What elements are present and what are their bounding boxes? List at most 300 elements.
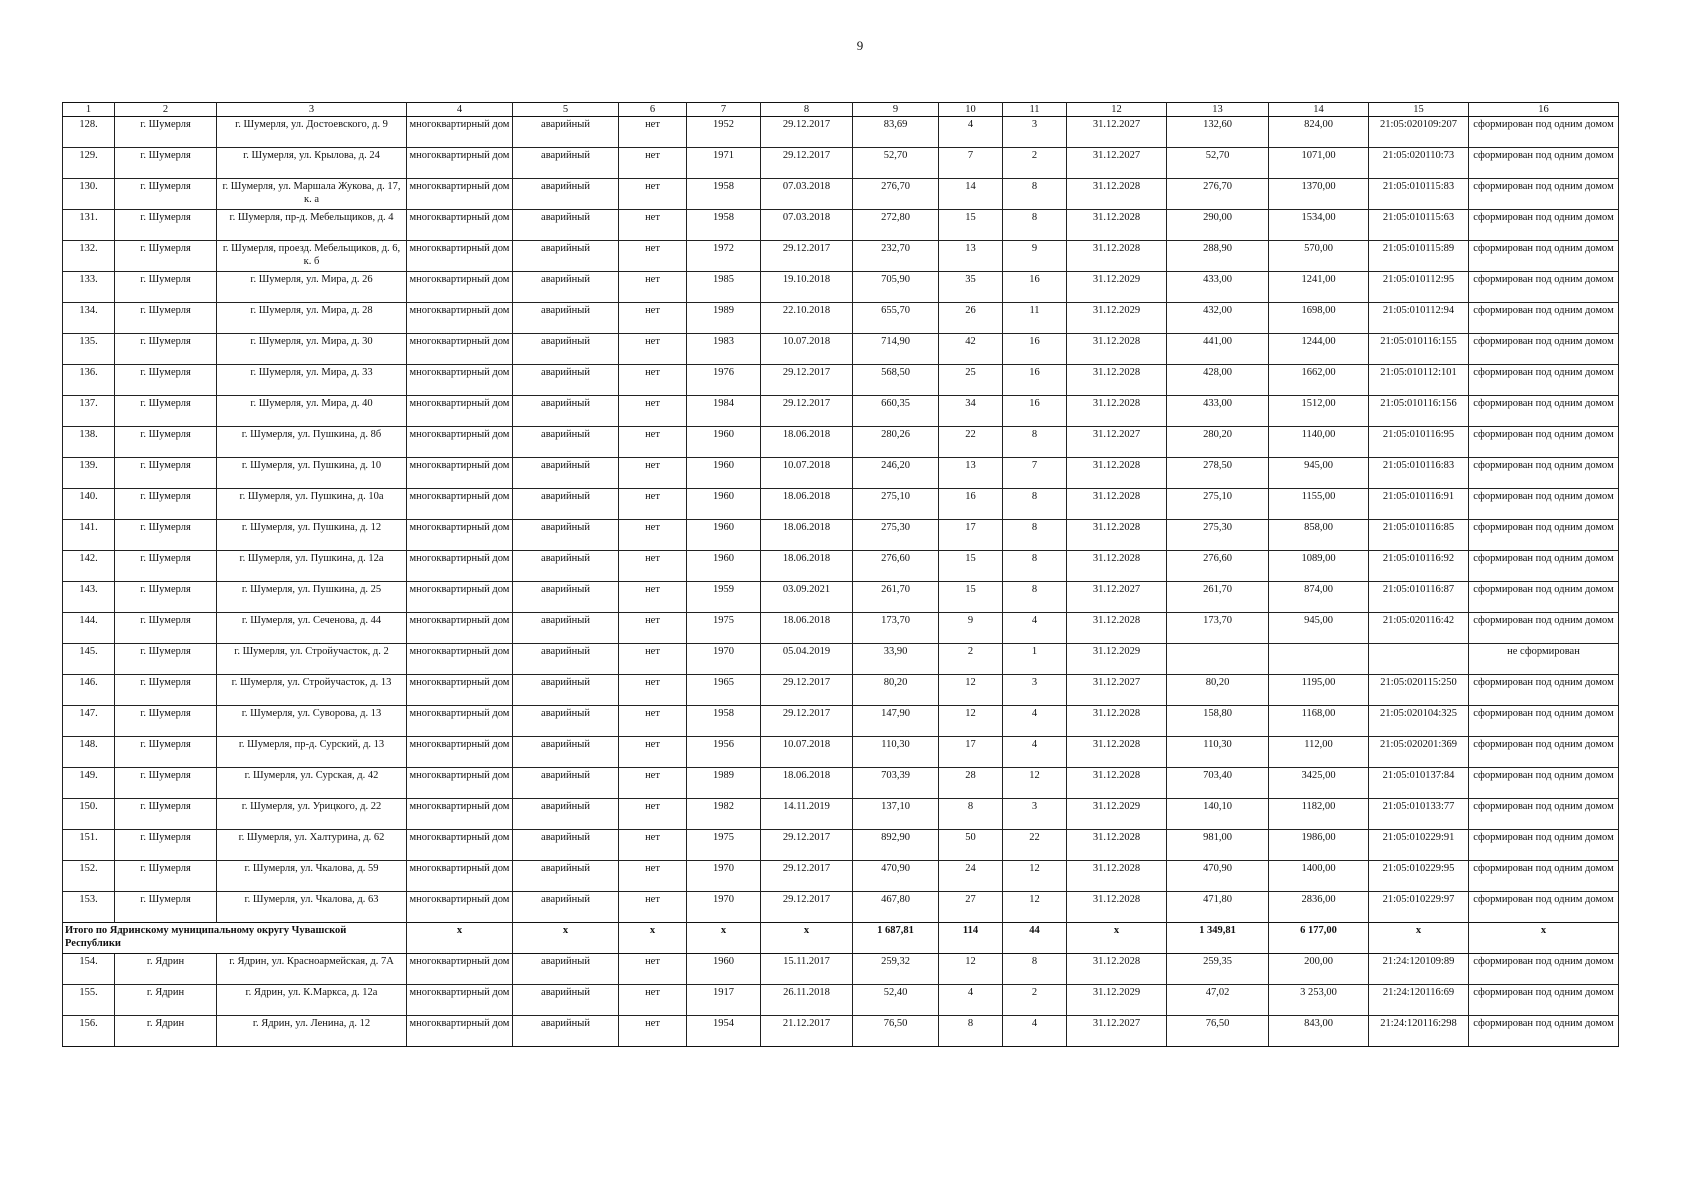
table-cell: 140.: [63, 489, 115, 520]
table-cell: 21:05:010116:87: [1369, 582, 1469, 613]
table-cell: 31.12.2029: [1067, 644, 1167, 675]
table-cell: 470,90: [1167, 861, 1269, 892]
column-header: 1: [63, 103, 115, 117]
table-cell: 29.12.2017: [761, 706, 853, 737]
total-cell: x: [761, 923, 853, 954]
table-cell: 1958: [687, 210, 761, 241]
table-cell: 31.12.2027: [1067, 427, 1167, 458]
table-cell: многоквартирный дом: [407, 334, 513, 365]
table-cell: г. Шумерля, ул. Чкалова, д. 63: [217, 892, 407, 923]
table-cell: сформирован под одним домом: [1469, 520, 1619, 551]
table-cell: 705,90: [853, 272, 939, 303]
table-cell: 31.12.2028: [1067, 520, 1167, 551]
table-cell: 21:05:010116:92: [1369, 551, 1469, 582]
table-cell: 280,26: [853, 427, 939, 458]
table-cell: 1954: [687, 1016, 761, 1047]
table-row: [63, 427, 1619, 458]
table-cell: 1960: [687, 458, 761, 489]
table-cell: нет: [619, 675, 687, 706]
table-cell: 3: [1003, 675, 1067, 706]
total-label: Итого по Ядринскому муниципальному округу Чувашской Республики: [63, 923, 407, 954]
table-cell: нет: [619, 179, 687, 210]
table-cell: 246,20: [853, 458, 939, 489]
table-cell: г. Шумерля: [115, 365, 217, 396]
table-cell: 17: [939, 520, 1003, 551]
column-header: 8: [761, 103, 853, 117]
table-cell: 8: [1003, 954, 1067, 985]
table-cell: многоквартирный дом: [407, 799, 513, 830]
table-cell: 8: [1003, 582, 1067, 613]
table-cell: г. Шумерля: [115, 210, 217, 241]
table-cell: 21:24:120116:298: [1369, 1016, 1469, 1047]
table-row: [63, 241, 1619, 272]
table-cell: 143.: [63, 582, 115, 613]
table-cell: нет: [619, 861, 687, 892]
table-cell: сформирован под одним домом: [1469, 241, 1619, 272]
table-cell: 2: [939, 644, 1003, 675]
table-cell: 22: [939, 427, 1003, 458]
table-cell: 80,20: [1167, 675, 1269, 706]
table-cell: г. Шумерля, ул. Мира, д. 28: [217, 303, 407, 334]
table-cell: г. Ядрин, ул. Красноармейская, д. 7А: [217, 954, 407, 985]
column-header: 2: [115, 103, 217, 117]
table-cell: 15: [939, 582, 1003, 613]
table-cell: г. Ядрин: [115, 985, 217, 1016]
table-cell: 10.07.2018: [761, 737, 853, 768]
table-cell: 147.: [63, 706, 115, 737]
table-cell: многоквартирный дом: [407, 210, 513, 241]
table-cell: 14.11.2019: [761, 799, 853, 830]
table-cell: 1975: [687, 830, 761, 861]
table-cell: 18.06.2018: [761, 768, 853, 799]
table-cell: г. Шумерля: [115, 768, 217, 799]
table-cell: 1959: [687, 582, 761, 613]
table-cell: 10.07.2018: [761, 334, 853, 365]
table-cell: аварийный: [513, 582, 619, 613]
table-cell: многоквартирный дом: [407, 861, 513, 892]
table-cell: 21:05:010133:77: [1369, 799, 1469, 830]
table-row: [63, 179, 1619, 210]
table-cell: 981,00: [1167, 830, 1269, 861]
table-cell: 432,00: [1167, 303, 1269, 334]
table-cell: 18.06.2018: [761, 613, 853, 644]
table-cell: 29.12.2017: [761, 365, 853, 396]
table-cell: 261,70: [1167, 582, 1269, 613]
table-cell: г. Шумерля: [115, 520, 217, 551]
table-cell: аварийный: [513, 179, 619, 210]
table-cell: г. Шумерля: [115, 458, 217, 489]
table-cell: 232,70: [853, 241, 939, 272]
table-cell: 1958: [687, 706, 761, 737]
table-cell: г. Шумерля: [115, 675, 217, 706]
table-cell: сформирован под одним домом: [1469, 892, 1619, 923]
total-cell: 1 687,81: [853, 923, 939, 954]
table-cell: 138.: [63, 427, 115, 458]
table-cell: 31.12.2029: [1067, 272, 1167, 303]
column-header: 11: [1003, 103, 1067, 117]
table-cell: 1952: [687, 117, 761, 148]
table-cell: 1917: [687, 985, 761, 1016]
table-cell: г. Шумерля, ул. Урицкого, д. 22: [217, 799, 407, 830]
table-cell: сформирован под одним домом: [1469, 985, 1619, 1016]
table-cell: многоквартирный дом: [407, 830, 513, 861]
table-cell: 8: [1003, 210, 1067, 241]
table-cell: г. Шумерля, ул. Достоевского, д. 9: [217, 117, 407, 148]
table-cell: г. Шумерля: [115, 830, 217, 861]
table-cell: сформирован под одним домом: [1469, 1016, 1619, 1047]
table-row: [63, 799, 1619, 830]
table-cell: 1956: [687, 737, 761, 768]
table-cell: нет: [619, 396, 687, 427]
table-cell: сформирован под одним домом: [1469, 365, 1619, 396]
table-cell: аварийный: [513, 334, 619, 365]
table-cell: сформирован под одним домом: [1469, 551, 1619, 582]
table-cell: 1071,00: [1269, 148, 1369, 179]
table-cell: 278,50: [1167, 458, 1269, 489]
table-cell: аварийный: [513, 551, 619, 582]
table-cell: 1970: [687, 861, 761, 892]
table-cell: 1985: [687, 272, 761, 303]
table-cell: 8: [1003, 551, 1067, 582]
table-row: [63, 551, 1619, 582]
table-cell: 151.: [63, 830, 115, 861]
table-cell: аварийный: [513, 861, 619, 892]
table-cell: нет: [619, 737, 687, 768]
table-cell: многоквартирный дом: [407, 396, 513, 427]
table-cell: 8: [939, 799, 1003, 830]
table-cell: 21:05:010115:83: [1369, 179, 1469, 210]
table-cell: сформирован под одним домом: [1469, 861, 1619, 892]
table-cell: 1370,00: [1269, 179, 1369, 210]
table-cell: нет: [619, 954, 687, 985]
table-cell: 31.12.2027: [1067, 675, 1167, 706]
table-cell: аварийный: [513, 644, 619, 675]
table-cell: 26.11.2018: [761, 985, 853, 1016]
table-cell: многоквартирный дом: [407, 551, 513, 582]
table-cell: 21:05:010115:63: [1369, 210, 1469, 241]
table-cell: 21:05:010229:95: [1369, 861, 1469, 892]
table-cell: сформирован под одним домом: [1469, 272, 1619, 303]
table-cell: 21:24:120109:89: [1369, 954, 1469, 985]
table-cell: 31.12.2028: [1067, 954, 1167, 985]
column-header: 4: [407, 103, 513, 117]
table-cell: 173,70: [853, 613, 939, 644]
table-cell: г. Шумерля: [115, 551, 217, 582]
table-row: [63, 706, 1619, 737]
total-cell: x: [407, 923, 513, 954]
table-cell: 1400,00: [1269, 861, 1369, 892]
table-cell: г. Шумерля: [115, 427, 217, 458]
table-row: [63, 303, 1619, 334]
table-cell: 21.12.2017: [761, 1016, 853, 1047]
table-cell: 136.: [63, 365, 115, 396]
table-cell: г. Шумерля, проезд. Мебельщиков, д. 6, к. б: [217, 241, 407, 272]
table-cell: 155.: [63, 985, 115, 1016]
table-cell: 21:05:010116:95: [1369, 427, 1469, 458]
table-cell: 471,80: [1167, 892, 1269, 923]
table-cell: нет: [619, 892, 687, 923]
table-row: [63, 675, 1619, 706]
table-cell: г. Шумерля: [115, 582, 217, 613]
table-cell: многоквартирный дом: [407, 706, 513, 737]
table-cell: 29.12.2017: [761, 892, 853, 923]
table-cell: 21:05:010137:84: [1369, 768, 1469, 799]
table-cell: 4: [1003, 706, 1067, 737]
total-cell: x: [513, 923, 619, 954]
table-cell: 03.09.2021: [761, 582, 853, 613]
table-cell: многоквартирный дом: [407, 1016, 513, 1047]
table-cell: 433,00: [1167, 272, 1269, 303]
table-row: [63, 334, 1619, 365]
table-cell: нет: [619, 768, 687, 799]
table-cell: 31.12.2028: [1067, 365, 1167, 396]
table-cell: аварийный: [513, 737, 619, 768]
table-cell: аварийный: [513, 117, 619, 148]
table-row: [63, 830, 1619, 861]
table-cell: многоквартирный дом: [407, 303, 513, 334]
table-cell: 1182,00: [1269, 799, 1369, 830]
table-cell: многоквартирный дом: [407, 985, 513, 1016]
table-cell: 1662,00: [1269, 365, 1369, 396]
table-cell: г. Шумерля, ул. Пушкина, д. 10а: [217, 489, 407, 520]
table-cell: 1976: [687, 365, 761, 396]
table-cell: 31.12.2029: [1067, 799, 1167, 830]
table-cell: нет: [619, 582, 687, 613]
column-header: 16: [1469, 103, 1619, 117]
column-header: 15: [1369, 103, 1469, 117]
table-cell: 470,90: [853, 861, 939, 892]
table-cell: сформирован под одним домом: [1469, 334, 1619, 365]
table-cell: 1984: [687, 396, 761, 427]
column-header: 6: [619, 103, 687, 117]
table-cell: аварийный: [513, 1016, 619, 1047]
table-cell: 16: [939, 489, 1003, 520]
table-cell: 16: [1003, 396, 1067, 427]
table-cell: 1140,00: [1269, 427, 1369, 458]
table-cell: г. Шумерля: [115, 737, 217, 768]
table-cell: 05.04.2019: [761, 644, 853, 675]
table-cell: 31.12.2028: [1067, 334, 1167, 365]
table-cell: многоквартирный дом: [407, 148, 513, 179]
table-cell: 276,70: [1167, 179, 1269, 210]
table-cell: г. Шумерля: [115, 613, 217, 644]
table-cell: 8: [1003, 427, 1067, 458]
table-cell: [1167, 644, 1269, 675]
table-cell: 2836,00: [1269, 892, 1369, 923]
table-row: [63, 210, 1619, 241]
table-cell: 110,30: [853, 737, 939, 768]
table-cell: 9: [939, 613, 1003, 644]
table-cell: 8: [1003, 179, 1067, 210]
table-cell: 12: [1003, 768, 1067, 799]
column-header: 14: [1269, 103, 1369, 117]
table-cell: 433,00: [1167, 396, 1269, 427]
table-cell: 154.: [63, 954, 115, 985]
table-cell: 83,69: [853, 117, 939, 148]
table-cell: г. Шумерля: [115, 303, 217, 334]
table-cell: 29.12.2017: [761, 861, 853, 892]
table-cell: 130.: [63, 179, 115, 210]
table-cell: нет: [619, 1016, 687, 1047]
table-cell: 29.12.2017: [761, 117, 853, 148]
table-cell: 1982: [687, 799, 761, 830]
table-cell: г. Шумерля: [115, 892, 217, 923]
total-cell: 6 177,00: [1269, 923, 1369, 954]
table-row: [63, 861, 1619, 892]
table-cell: аварийный: [513, 241, 619, 272]
table-cell: 1971: [687, 148, 761, 179]
table-cell: 13: [939, 241, 1003, 272]
table-cell: 76,50: [853, 1016, 939, 1047]
table-cell: 843,00: [1269, 1016, 1369, 1047]
table-cell: нет: [619, 644, 687, 675]
table-cell: 133.: [63, 272, 115, 303]
table-cell: 714,90: [853, 334, 939, 365]
table-cell: сформирован под одним домом: [1469, 799, 1619, 830]
table-cell: 272,80: [853, 210, 939, 241]
table-cell: 135.: [63, 334, 115, 365]
table-cell: сформирован под одним домом: [1469, 954, 1619, 985]
table-cell: 26: [939, 303, 1003, 334]
table-cell: г. Шумерля, ул. Мира, д. 26: [217, 272, 407, 303]
table-cell: сформирован под одним домом: [1469, 117, 1619, 148]
total-cell: x: [1067, 923, 1167, 954]
table-cell: 3: [1003, 799, 1067, 830]
table-cell: 29.12.2017: [761, 148, 853, 179]
table-cell: 31.12.2027: [1067, 582, 1167, 613]
table-cell: 259,32: [853, 954, 939, 985]
table-cell: 21:05:010112:94: [1369, 303, 1469, 334]
table-cell: г. Шумерля, ул. Сурская, д. 42: [217, 768, 407, 799]
table-row: [63, 892, 1619, 923]
table-cell: нет: [619, 117, 687, 148]
table-cell: г. Шумерля: [115, 117, 217, 148]
table-cell: 21:24:120116:69: [1369, 985, 1469, 1016]
table-cell: многоквартирный дом: [407, 458, 513, 489]
table-cell: 31.12.2028: [1067, 768, 1167, 799]
table-cell: 14: [939, 179, 1003, 210]
table-cell: 280,20: [1167, 427, 1269, 458]
table-cell: многоквартирный дом: [407, 892, 513, 923]
table-cell: 18.06.2018: [761, 489, 853, 520]
table-cell: г. Шумерля, ул. Стройучасток, д. 13: [217, 675, 407, 706]
table-cell: сформирован под одним домом: [1469, 675, 1619, 706]
table-cell: г. Шумерля, ул. Стройучасток, д. 2: [217, 644, 407, 675]
table-cell: 27: [939, 892, 1003, 923]
table-cell: г. Шумерля: [115, 489, 217, 520]
table-cell: 16: [1003, 334, 1067, 365]
table-cell: 703,39: [853, 768, 939, 799]
table-cell: 16: [1003, 365, 1067, 396]
column-header: 13: [1167, 103, 1269, 117]
table-cell: 8: [1003, 489, 1067, 520]
table-cell: 80,20: [853, 675, 939, 706]
table-cell: многоквартирный дом: [407, 675, 513, 706]
table-cell: 18.06.2018: [761, 551, 853, 582]
table-cell: 10.07.2018: [761, 458, 853, 489]
table-cell: 131.: [63, 210, 115, 241]
table-cell: многоквартирный дом: [407, 768, 513, 799]
table-cell: сформирован под одним домом: [1469, 427, 1619, 458]
total-row: [63, 923, 1619, 954]
table-cell: 467,80: [853, 892, 939, 923]
table-cell: 1960: [687, 551, 761, 582]
table-cell: 142.: [63, 551, 115, 582]
table-cell: г. Шумерля: [115, 334, 217, 365]
column-header: 7: [687, 103, 761, 117]
table-cell: 144.: [63, 613, 115, 644]
table-cell: не сформирован: [1469, 644, 1619, 675]
table-cell: 29.12.2017: [761, 396, 853, 427]
table-cell: 4: [939, 985, 1003, 1016]
table-cell: многоквартирный дом: [407, 272, 513, 303]
table-cell: 31.12.2028: [1067, 210, 1167, 241]
table-cell: сформирован под одним домом: [1469, 458, 1619, 489]
table-cell: 25: [939, 365, 1003, 396]
table-cell: сформирован под одним домом: [1469, 489, 1619, 520]
table-cell: нет: [619, 303, 687, 334]
table-cell: 21:05:010116:85: [1369, 520, 1469, 551]
table-cell: г. Шумерля, ул. Маршала Жукова, д. 17, к. а: [217, 179, 407, 210]
table-cell: 12: [939, 675, 1003, 706]
table-cell: аварийный: [513, 830, 619, 861]
table-cell: 31.12.2029: [1067, 303, 1167, 334]
table-row: [63, 272, 1619, 303]
table-row: [63, 365, 1619, 396]
table-cell: 19.10.2018: [761, 272, 853, 303]
table-cell: 18.06.2018: [761, 427, 853, 458]
table-cell: 110,30: [1167, 737, 1269, 768]
table-cell: аварийный: [513, 613, 619, 644]
table-cell: г. Шумерля, ул. Сеченова, д. 44: [217, 613, 407, 644]
table-cell: многоквартирный дом: [407, 489, 513, 520]
table-cell: 1534,00: [1269, 210, 1369, 241]
table-cell: нет: [619, 458, 687, 489]
table-cell: 9: [1003, 241, 1067, 272]
table-row: [63, 985, 1619, 1016]
table-cell: 16: [1003, 272, 1067, 303]
table-cell: 52,70: [853, 148, 939, 179]
table-cell: 21:05:010116:155: [1369, 334, 1469, 365]
table-cell: многоквартирный дом: [407, 644, 513, 675]
table-cell: г. Шумерля: [115, 148, 217, 179]
table-row: [63, 520, 1619, 551]
table-cell: 21:05:010116:83: [1369, 458, 1469, 489]
table-cell: 1970: [687, 644, 761, 675]
table-cell: 21:05:010116:156: [1369, 396, 1469, 427]
table-cell: 21:05:010229:97: [1369, 892, 1469, 923]
table-cell: г. Шумерля: [115, 861, 217, 892]
table-cell: 149.: [63, 768, 115, 799]
table-row: [63, 117, 1619, 148]
table-cell: 275,30: [853, 520, 939, 551]
table-cell: 128.: [63, 117, 115, 148]
table-cell: 7: [939, 148, 1003, 179]
table-cell: 42: [939, 334, 1003, 365]
table-cell: нет: [619, 148, 687, 179]
table-cell: 1989: [687, 303, 761, 334]
table-cell: 50: [939, 830, 1003, 861]
column-header: 12: [1067, 103, 1167, 117]
total-cell: x: [1469, 923, 1619, 954]
table-cell: 31.12.2028: [1067, 458, 1167, 489]
table-cell: 148.: [63, 737, 115, 768]
table-cell: 261,70: [853, 582, 939, 613]
table-cell: нет: [619, 427, 687, 458]
table-cell: г. Шумерля, ул. Мира, д. 40: [217, 396, 407, 427]
table-cell: 570,00: [1269, 241, 1369, 272]
table-cell: 1698,00: [1269, 303, 1369, 334]
